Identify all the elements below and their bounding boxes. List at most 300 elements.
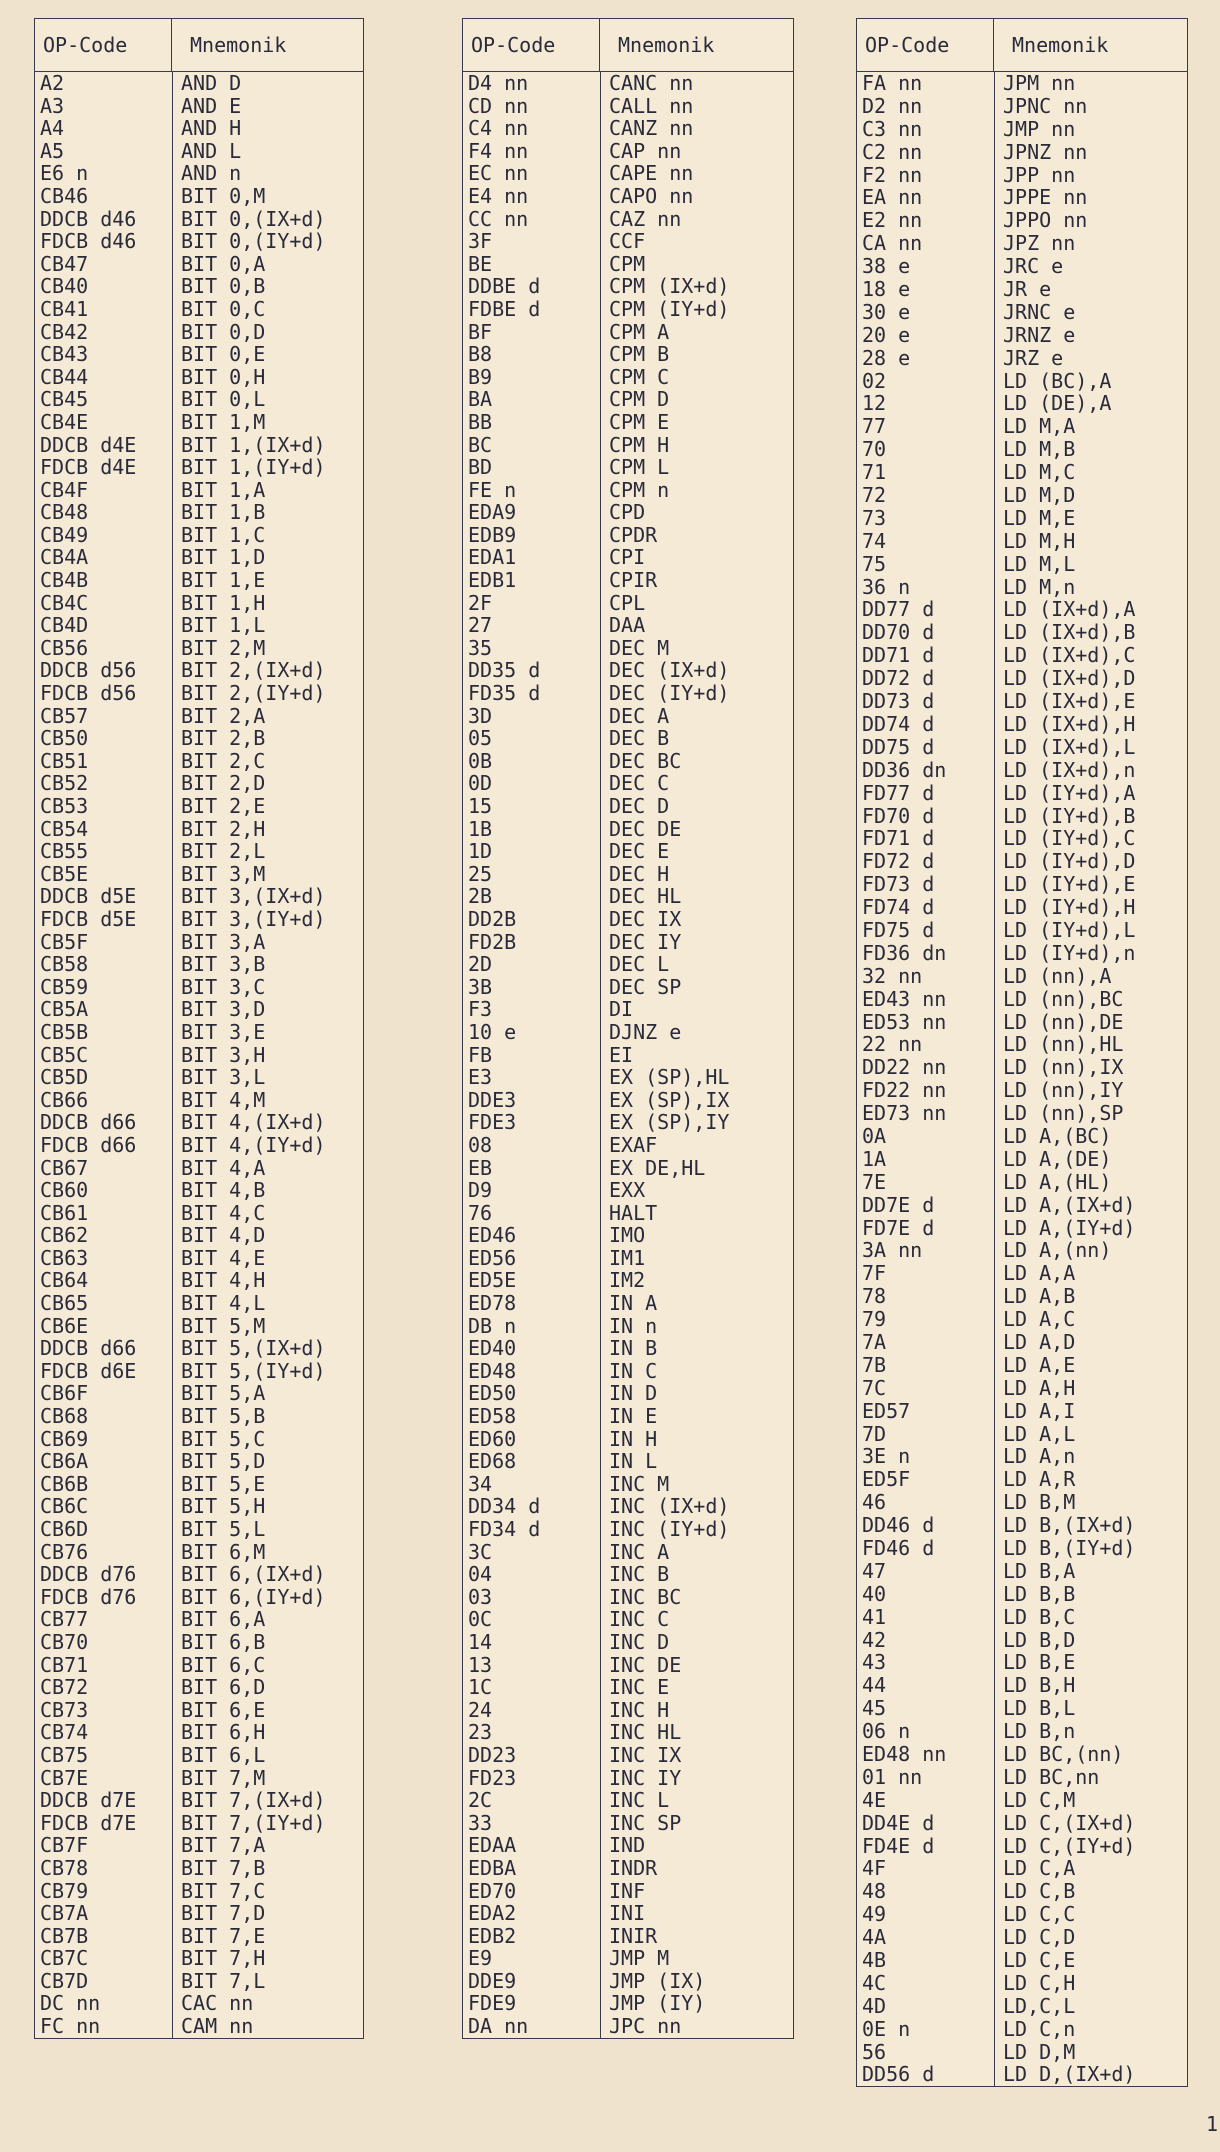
mnemonic-cell: INC D — [609, 1630, 670, 1654]
mnemonic-cell: LD A,n — [1003, 1445, 1076, 1469]
table-row — [857, 1835, 1187, 1858]
mnemonic-cell: LD C,A — [1003, 1857, 1076, 1881]
mnemonic-cell: LD (nn),BC — [1003, 987, 1124, 1011]
mnemonic-cell: BIT 7,A — [181, 1834, 266, 1857]
table-row — [857, 1903, 1187, 1926]
mnemonic-cell: LD D,(IX+d) — [1003, 2063, 1136, 2087]
mnemonic-cell: LD B,E — [1003, 1651, 1076, 1675]
opcode-cell: CB4E — [40, 410, 89, 434]
table-row — [463, 976, 793, 999]
opcode-cell: ED5E — [468, 1269, 517, 1293]
opcode-cell: DD35 d — [468, 659, 541, 683]
mnemonic-cell: IN C — [609, 1359, 658, 1383]
mnemonic-cell: LD C,H — [1003, 1971, 1076, 1995]
table-row — [857, 1194, 1187, 1217]
mnemonic-cell: JPPE nn — [1003, 186, 1088, 210]
mnemonic-cell: BIT 7,H — [181, 1947, 266, 1970]
mnemonic-cell: IN L — [609, 1450, 658, 1473]
opcode-cell: DD74 d — [862, 712, 935, 736]
table-row — [857, 1560, 1187, 1583]
opcode-table-3 — [856, 18, 1188, 2087]
table-row — [857, 186, 1187, 209]
mnemonic-cell: LD A,R — [1003, 1468, 1076, 1492]
opcode-cell: FD74 d — [862, 896, 935, 919]
table-row — [35, 840, 363, 863]
table-row — [35, 795, 363, 818]
table-row — [463, 479, 793, 502]
mnemonic-cell: LD M,D — [1003, 484, 1076, 507]
opcode-cell: EB — [468, 1156, 493, 1180]
table-row — [35, 321, 363, 344]
mnemonic-cell: CPI — [609, 546, 646, 570]
table-row — [463, 1315, 793, 1338]
mnemonic-cell: DJNZ e — [609, 1020, 682, 1044]
table-row — [857, 759, 1187, 782]
table-row — [35, 140, 363, 163]
table-row — [463, 1676, 793, 1699]
table-row — [463, 998, 793, 1021]
opcode-cell: F4 nn — [468, 139, 529, 163]
mnemonic-cell: LD (IY+d),L — [1003, 918, 1136, 942]
table-row — [463, 1744, 793, 1767]
mnemonic-cell: LD M,A — [1003, 415, 1076, 439]
header-opcode: OP-Code — [35, 19, 172, 71]
table-row — [857, 1171, 1187, 1194]
opcode-cell: ED46 — [468, 1224, 517, 1247]
opcode-cell: 2B — [468, 885, 493, 908]
table-row — [857, 1606, 1187, 1629]
mnemonic-cell: CPL — [609, 591, 646, 615]
mnemonic-cell: BIT 3,(IX+d) — [181, 885, 326, 908]
opcode-cell: ED53 nn — [862, 1010, 947, 1034]
table-row — [463, 162, 793, 185]
table-row — [857, 1331, 1187, 1354]
table-row — [857, 965, 1187, 988]
table-row — [463, 1044, 793, 1067]
mnemonic-cell: JRNC e — [1003, 300, 1076, 324]
mnemonic-cell: LD C,D — [1003, 1926, 1076, 1950]
mnemonic-cell: LD (DE),A — [1003, 392, 1112, 416]
table-row — [857, 850, 1187, 873]
opcode-cell: BE — [468, 252, 493, 276]
mnemonic-cell: DEC E — [609, 840, 670, 863]
opcode-cell: CB59 — [40, 975, 89, 999]
table-row — [463, 1382, 793, 1405]
table-row — [463, 1089, 793, 1112]
opcode-cell: BD — [468, 456, 493, 479]
opcode-cell: DDCB d66 — [40, 1337, 137, 1360]
mnemonic-cell: CANZ nn — [609, 117, 694, 140]
table-row — [35, 1654, 363, 1677]
opcode-cell: CB6F — [40, 1382, 89, 1406]
table-row — [463, 637, 793, 660]
mnemonic-cell: BIT 2,A — [181, 704, 266, 728]
table-row — [857, 1697, 1187, 1720]
opcode-cell: CB4C — [40, 591, 89, 615]
opcode-cell: 0C — [468, 1608, 493, 1631]
opcode-cell: CB6D — [40, 1518, 89, 1541]
mnemonic-cell: DEC D — [609, 795, 670, 818]
mnemonic-cell: BIT 0,(IY+d) — [181, 230, 326, 253]
mnemonic-cell: LD B,(IY+d) — [1003, 1537, 1136, 1560]
mnemonic-cell: INC L — [609, 1789, 670, 1812]
mnemonic-cell: IND — [609, 1834, 646, 1857]
opcode-cell: 42 — [862, 1628, 887, 1652]
opcode-cell: EDB9 — [468, 523, 517, 547]
opcode-cell: ED50 — [468, 1382, 517, 1406]
mnemonic-cell: BIT 1,A — [181, 478, 266, 502]
mnemonic-cell: LD M,C — [1003, 461, 1076, 485]
mnemonic-cell: BIT 4,(IX+d) — [181, 1111, 326, 1134]
table-row — [463, 682, 793, 705]
mnemonic-cell: AND L — [181, 139, 242, 163]
opcode-cell: 24 — [468, 1698, 493, 1722]
table-row — [463, 95, 793, 118]
mnemonic-cell: BIT 4,(IY+d) — [181, 1133, 326, 1157]
table-row — [35, 863, 363, 886]
table-row — [35, 885, 363, 908]
table-row — [857, 1926, 1187, 1949]
opcode-cell: 78 — [862, 1285, 887, 1309]
mnemonic-cell: EXX — [609, 1179, 646, 1202]
opcode-cell: 25 — [468, 862, 493, 886]
table-row — [35, 411, 363, 434]
mnemonic-cell: IN A — [609, 1292, 658, 1315]
table-row — [463, 1111, 793, 1134]
mnemonic-cell: JMP M — [609, 1947, 670, 1970]
table-row — [463, 1450, 793, 1473]
opcode-cell: CB60 — [40, 1179, 89, 1202]
opcode-cell: F2 nn — [862, 163, 923, 187]
opcode-cell: CB40 — [40, 275, 89, 298]
table-row — [35, 524, 363, 547]
table-row — [857, 2018, 1187, 2041]
opcode-cell: FD23 — [468, 1766, 517, 1790]
mnemonic-cell: CAPO nn — [609, 184, 694, 208]
table-row — [35, 705, 363, 728]
opcode-cell: CB73 — [40, 1698, 89, 1722]
opcode-cell: CB63 — [40, 1246, 89, 1270]
opcode-cell: 08 — [468, 1133, 493, 1157]
opcode-cell: 23 — [468, 1721, 493, 1744]
mnemonic-cell: LD A,(IX+d) — [1003, 1193, 1136, 1217]
opcode-cell: 38 e — [862, 255, 911, 279]
mnemonic-cell: CPIR — [609, 569, 658, 592]
mnemonic-cell: BIT 6,A — [181, 1608, 266, 1631]
mnemonic-cell: LD B,B — [1003, 1582, 1076, 1606]
table-row — [35, 1134, 363, 1157]
opcode-cell: 77 — [862, 415, 887, 439]
table-row — [857, 1880, 1187, 1903]
opcode-cell: FD72 d — [862, 850, 935, 874]
mnemonic-cell: CAC nn — [181, 1992, 254, 2016]
table-row — [857, 1423, 1187, 1446]
table-row — [463, 1834, 793, 1857]
table-row — [35, 1382, 363, 1405]
table-row — [857, 1308, 1187, 1331]
mnemonic-cell: LD A,(IY+d) — [1003, 1216, 1136, 1240]
table-row — [463, 1925, 793, 1948]
opcode-cell: CB67 — [40, 1156, 89, 1180]
table-row — [857, 95, 1187, 118]
table-row — [857, 1812, 1187, 1835]
opcode-cell: E6 n — [40, 162, 89, 185]
opcode-cell: 75 — [862, 552, 887, 576]
table-row — [857, 1629, 1187, 1652]
table-row — [857, 736, 1187, 759]
table-row — [857, 988, 1187, 1011]
header-opcode: OP-Code — [463, 19, 600, 71]
opcode-cell: CB5F — [40, 930, 89, 954]
opcode-cell: ED70 — [468, 1879, 517, 1903]
mnemonic-cell: LD (nn),SP — [1003, 1102, 1124, 1125]
mnemonic-cell: BIT 7,D — [181, 1902, 266, 1925]
table-row — [857, 1583, 1187, 1606]
table-row — [35, 1315, 363, 1338]
opcode-cell: BA — [468, 388, 493, 411]
table-row — [463, 1970, 793, 1993]
opcode-cell: CB53 — [40, 795, 89, 818]
mnemonic-cell: DEC IY — [609, 930, 682, 954]
table-row — [35, 1269, 363, 1292]
mnemonic-cell: INC (IX+d) — [609, 1495, 730, 1518]
mnemonic-cell: BIT 7,E — [181, 1924, 266, 1948]
opcode-cell: 40 — [862, 1582, 887, 1606]
opcode-cell: 47 — [862, 1559, 887, 1583]
table-row — [35, 1631, 363, 1654]
table-row — [35, 298, 363, 321]
table-row — [35, 1518, 363, 1541]
opcode-cell: 72 — [862, 484, 887, 507]
table-row — [35, 1405, 363, 1428]
table-row — [857, 1743, 1187, 1766]
table-row — [35, 117, 363, 140]
opcode-cell: FC nn — [40, 2015, 101, 2038]
table-row — [857, 2041, 1187, 2064]
table-row — [463, 253, 793, 276]
opcode-cell: FD46 d — [862, 1537, 935, 1560]
opcode-cell: CB69 — [40, 1427, 89, 1451]
mnemonic-cell: BIT 2,E — [181, 795, 266, 818]
mnemonic-cell: BIT 3,H — [181, 1043, 266, 1067]
opcode-cell: CB46 — [40, 184, 89, 208]
mnemonic-cell: BIT 1,D — [181, 546, 266, 570]
opcode-table-1 — [34, 18, 364, 2039]
opcode-cell: DDCB d56 — [40, 659, 137, 683]
table-row — [35, 1292, 363, 1315]
table-row — [35, 1947, 363, 1970]
opcode-cell: FD73 d — [862, 873, 935, 897]
mnemonic-cell: LD B,n — [1003, 1720, 1076, 1744]
table-row — [463, 2015, 793, 2038]
table-row — [35, 1563, 363, 1586]
mnemonic-cell: BIT 5,H — [181, 1495, 266, 1518]
mnemonic-cell: LD D,M — [1003, 2040, 1076, 2064]
opcode-cell: CB54 — [40, 817, 89, 841]
table-row — [35, 1880, 363, 1903]
opcode-cell: D2 nn — [862, 94, 923, 118]
opcode-cell: DDCB d7E — [40, 1789, 137, 1812]
mnemonic-cell: JMP (IX) — [609, 1969, 706, 1993]
mnemonic-cell: CPM A — [609, 320, 670, 344]
opcode-cell: 73 — [862, 506, 887, 530]
table-row — [463, 727, 793, 750]
mnemonic-cell: JR e — [1003, 278, 1052, 301]
mnemonic-cell: LD A,D — [1003, 1330, 1076, 1354]
opcode-cell: ED43 nn — [862, 987, 947, 1011]
opcode-cell: 7B — [862, 1353, 887, 1377]
opcode-cell: 45 — [862, 1697, 887, 1721]
opcode-cell: 02 — [862, 369, 887, 393]
opcode-cell: 70 — [862, 438, 887, 462]
table-row — [35, 546, 363, 569]
mnemonic-cell: BIT 6,D — [181, 1676, 266, 1699]
opcode-cell: 36 n — [862, 575, 911, 599]
opcode-cell: CB48 — [40, 501, 89, 524]
opcode-cell: 20 e — [862, 323, 911, 347]
table-row — [35, 1857, 363, 1880]
table-row — [35, 501, 363, 524]
opcode-cell: EDB1 — [468, 569, 517, 592]
mnemonic-cell: BIT 3,E — [181, 1020, 266, 1044]
mnemonic-cell: BIT 3,A — [181, 930, 266, 954]
table-row — [857, 782, 1187, 805]
mnemonic-cell: CCF — [609, 230, 646, 253]
mnemonic-cell: LD (IY+d),n — [1003, 941, 1136, 965]
mnemonic-cell: DI — [609, 998, 634, 1021]
opcode-cell: CB6B — [40, 1472, 89, 1496]
opcode-cell: CB52 — [40, 772, 89, 795]
mnemonic-cell: BIT 5,B — [181, 1405, 266, 1428]
opcode-cell: DD22 nn — [862, 1056, 947, 1080]
table-row — [857, 1720, 1187, 1743]
opcode-cell: 18 e — [862, 278, 911, 301]
opcode-cell: CB6C — [40, 1495, 89, 1518]
mnemonic-cell: BIT 2,M — [181, 636, 266, 660]
table-row — [463, 953, 793, 976]
opcode-cell: FDE3 — [468, 1111, 517, 1134]
opcode-cell: ED78 — [468, 1292, 517, 1315]
mnemonic-cell: BIT 5,D — [181, 1450, 266, 1473]
table-row — [35, 1767, 363, 1790]
mnemonic-cell: INC (IY+d) — [609, 1518, 730, 1541]
mnemonic-cell: LD (BC),A — [1003, 369, 1112, 393]
opcode-cell: FD77 d — [862, 781, 935, 805]
opcode-cell: E2 nn — [862, 209, 923, 233]
mnemonic-cell: BIT 7,(IY+d) — [181, 1811, 326, 1835]
table-row — [857, 141, 1187, 164]
opcode-cell: FD2B — [468, 930, 517, 954]
opcode-cell: CB7D — [40, 1969, 89, 1993]
mnemonic-cell: LD (IX+d),E — [1003, 690, 1136, 713]
opcode-cell: CB65 — [40, 1292, 89, 1315]
mnemonic-cell: INC H — [609, 1698, 670, 1722]
opcode-cell: F3 — [468, 998, 493, 1021]
mnemonic-cell: CPM n — [609, 478, 670, 502]
opcode-cell: FDCB d56 — [40, 682, 137, 705]
mnemonic-cell: BIT 1,B — [181, 501, 266, 524]
opcode-cell: FD75 d — [862, 918, 935, 942]
mnemonic-cell: BIT 7,L — [181, 1969, 266, 1993]
mnemonic-cell: LD C,(IY+d) — [1003, 1834, 1136, 1858]
mnemonic-cell: DEC SP — [609, 975, 682, 999]
mnemonic-cell: IN H — [609, 1427, 658, 1451]
opcode-cell: EDA2 — [468, 1902, 517, 1925]
mnemonic-cell: CPM L — [609, 456, 670, 479]
mnemonic-cell: INF — [609, 1879, 646, 1903]
opcode-table-2 — [462, 18, 794, 2039]
opcode-cell: CB7E — [40, 1766, 89, 1790]
mnemonic-cell: BIT 3,M — [181, 862, 266, 886]
opcode-cell: DDCB d76 — [40, 1563, 137, 1586]
opcode-cell: 3D — [468, 704, 493, 728]
opcode-cell: 7A — [862, 1330, 887, 1354]
table-row — [857, 438, 1187, 461]
opcode-cell: A4 — [40, 117, 65, 140]
opcode-cell: CB55 — [40, 840, 89, 863]
opcode-cell: 7E — [862, 1170, 887, 1194]
table-row — [463, 1134, 793, 1157]
table-row — [857, 1285, 1187, 1308]
table-row — [35, 2015, 363, 2038]
mnemonic-cell: BIT 4,B — [181, 1179, 266, 1202]
opcode-cell: FA nn — [862, 72, 923, 95]
table-row — [857, 209, 1187, 232]
opcode-cell: DD46 d — [862, 1514, 935, 1537]
opcode-cell: CB64 — [40, 1269, 89, 1293]
table-row — [857, 72, 1187, 95]
mnemonic-cell: BIT 6,(IX+d) — [181, 1563, 326, 1586]
opcode-cell: ED68 — [468, 1450, 517, 1473]
opcode-cell: DDE9 — [468, 1969, 517, 1993]
mnemonic-cell: BIT 0,A — [181, 252, 266, 276]
opcode-cell: 10 e — [468, 1020, 517, 1044]
table-row — [857, 690, 1187, 713]
opcode-cell: CB41 — [40, 297, 89, 321]
opcode-cell: 32 nn — [862, 964, 923, 988]
mnemonic-cell: JRC e — [1003, 255, 1064, 279]
opcode-cell: ED56 — [468, 1246, 517, 1270]
mnemonic-cell: LD M,L — [1003, 552, 1076, 576]
opcode-cell: FD35 d — [468, 682, 541, 705]
opcode-cell: 1D — [468, 840, 493, 863]
mnemonic-cell: BIT 4,A — [181, 1156, 266, 1180]
mnemonic-cell: DEC B — [609, 727, 670, 750]
table-row — [857, 1491, 1187, 1514]
table-row — [35, 1224, 363, 1247]
opcode-cell: 74 — [862, 529, 887, 553]
mnemonic-cell: BIT 1,M — [181, 410, 266, 434]
opcode-cell: CB45 — [40, 388, 89, 411]
table-row — [463, 1654, 793, 1677]
opcode-cell: ED58 — [468, 1405, 517, 1428]
table-row — [463, 321, 793, 344]
mnemonic-cell: BIT 2,L — [181, 840, 266, 863]
opcode-cell: CB70 — [40, 1630, 89, 1654]
mnemonic-cell: JPM nn — [1003, 72, 1076, 95]
opcode-cell: C2 nn — [862, 140, 923, 164]
mnemonic-cell: DEC H — [609, 862, 670, 886]
mnemonic-cell: LD (nn),IY — [1003, 1079, 1124, 1103]
mnemonic-cell: LD A,(DE) — [1003, 1147, 1112, 1171]
table-row — [857, 1079, 1187, 1102]
table-row — [463, 1992, 793, 2015]
table-row — [35, 1812, 363, 1835]
table-row — [857, 1514, 1187, 1537]
opcode-cell: 35 — [468, 636, 493, 660]
table-row — [35, 1586, 363, 1609]
table-row — [463, 1066, 793, 1089]
